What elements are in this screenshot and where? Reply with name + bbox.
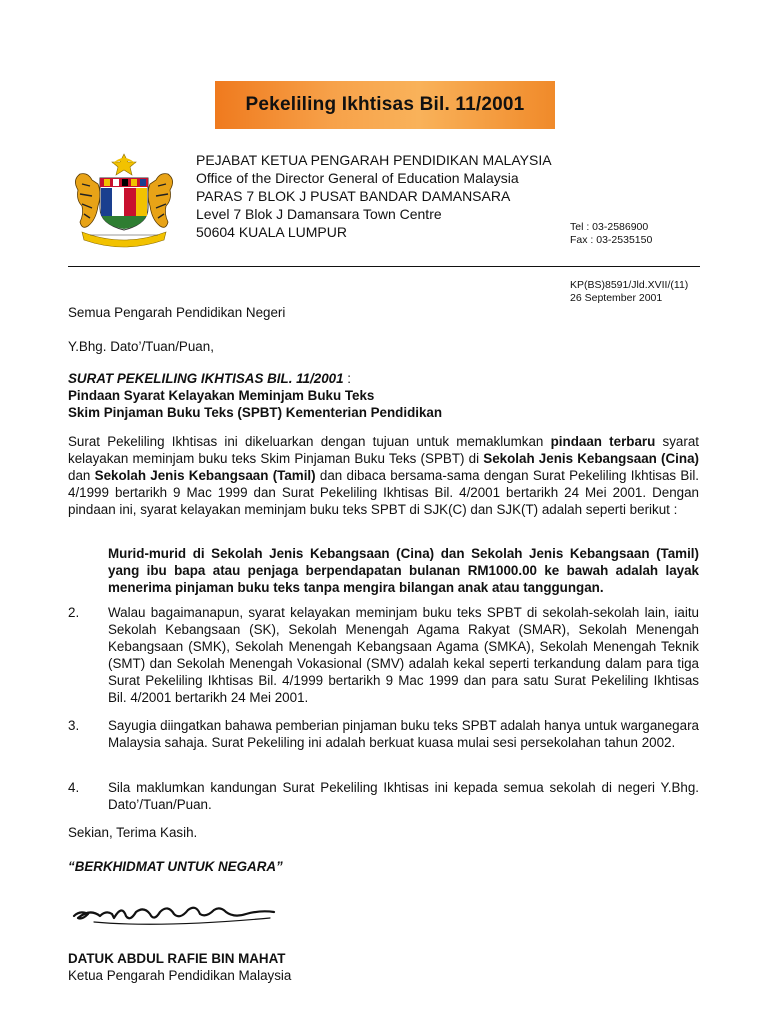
header-divider bbox=[68, 266, 700, 267]
intro-bold: Sekolah Jenis Kebangsaan (Tamil) bbox=[94, 468, 316, 483]
telephone: Tel : 03-2586900 bbox=[570, 221, 649, 233]
numbered-paragraph bbox=[68, 717, 699, 751]
closing: Sekian, Terima Kasih. bbox=[68, 825, 198, 840]
subject-line-3: Skim Pinjaman Buku Teks (SPBT) Kementerian Pendidikan bbox=[68, 405, 443, 420]
subject-line-1 bbox=[68, 370, 699, 387]
signatory-name: DATUK ABDUL RAFIE BIN MAHAT bbox=[68, 951, 286, 966]
eligibility-quote: Murid-murid di Sekolah Jenis Kebangsaan (Cina) dan Sekolah Jenis Kebangsaan (Tamil) yang ibu bapa atau penjaga berpendapatan bulanan RM1000.00 ke bawah adalah layak menerima pinjaman buku teks tanpa mengira bilangan anak atau tanggungan. bbox=[108, 546, 699, 595]
subject-line-2: Pindaan Syarat Kelayakan Meminjam Buku Teks bbox=[68, 388, 375, 403]
paragraph-number: 3. bbox=[68, 718, 80, 733]
address-line: Office of the Director General of Education Malaysia bbox=[196, 170, 519, 186]
paragraph-number: 4. bbox=[68, 780, 80, 795]
salutation: Y.Bhg. Dato’/Tuan/Puan, bbox=[68, 339, 214, 354]
intro-bold: pindaan terbaru bbox=[550, 434, 656, 449]
intro-text: dan dibaca bersama-sama dengan Surat Pekeliling Ikhtisas Bil. 4/1999 bertarikh 9 Mac 1999 dan Surat Pekeliling Ikhtisas Bil. 4/2001 bertarikh 24 Mei 2001. Dengan pindaan ini, syarat kelayakan meminjam buku teks SPBT di SJK(C) dan SJK(T) adalah seperti berikut : bbox=[68, 468, 700, 517]
malaysia-coat-of-arms-icon bbox=[68, 150, 180, 250]
intro-paragraph bbox=[68, 433, 699, 518]
circular-title-banner bbox=[215, 81, 555, 129]
address-line: 50604 KUALA LUMPUR bbox=[196, 224, 347, 240]
contact-numbers bbox=[570, 221, 652, 247]
circular-title: Pekeliling Ikhtisas Bil. 11/2001 bbox=[245, 94, 525, 115]
reference-number: KP(BS)8591/Jld.XVII/(11) bbox=[570, 279, 689, 291]
circular-reference: SURAT PEKELILING IKHTISAS BIL. 11/2001 bbox=[68, 371, 344, 386]
motto: “BERKHIDMAT UNTUK NEGARA” bbox=[68, 859, 283, 874]
paragraph-text: Sayugia diingatkan bahawa pemberian pinjaman buku teks SPBT adalah hanya untuk warganegara Malaysia sahaja. Surat Pekeliling ini adalah berkuat kuasa mulai sesi persekolahan tahun 2002. bbox=[108, 718, 699, 750]
intro-text: syarat kelayakan meminjam buku teks Skim Pinjaman Buku Teks (SPBT) di bbox=[68, 434, 700, 466]
letter-date: 26 September 2001 bbox=[570, 292, 663, 304]
address-line: PARAS 7 BLOK J PUSAT BANDAR DAMANSARA bbox=[196, 188, 511, 204]
signatory-title: Ketua Pengarah Pendidikan Malaysia bbox=[68, 968, 292, 983]
subject-colon: : bbox=[343, 371, 352, 386]
intro-text: Surat Pekeliling Ikhtisas ini dikeluarkan dengan tujuan untuk memaklumkan bbox=[68, 434, 551, 449]
numbered-paragraph bbox=[68, 604, 699, 706]
paragraph-number: 2. bbox=[68, 605, 80, 620]
reference-block bbox=[570, 279, 688, 305]
address-line: Level 7 Blok J Damansara Town Centre bbox=[196, 206, 442, 222]
intro-text: dan bbox=[68, 468, 95, 483]
intro-bold: Sekolah Jenis Kebangsaan (Cina) bbox=[483, 451, 699, 466]
recipient: Semua Pengarah Pendidikan Negeri bbox=[68, 305, 286, 320]
sender-address bbox=[196, 151, 552, 241]
fax: Fax : 03-2535150 bbox=[570, 234, 653, 246]
paragraph-text: Sila maklumkan kandungan Surat Pekeliling Ikhtisas ini kepada semua sekolah di negeri Y.Bhg. Dato’/Tuan/Puan. bbox=[108, 780, 699, 812]
address-line: PEJABAT KETUA PENGARAH PENDIDIKAN MALAYSIA bbox=[196, 152, 552, 168]
signatory-block bbox=[68, 950, 699, 984]
paragraph-text: Walau bagaimanapun, syarat kelayakan meminjam buku teks SPBT di sekolah-sekolah lain, iaitu Sekolah Kebangsaan (SK), Sekolah Menengah Agama Rakyat (SMAR), Sekolah Menengah Kebangsaan (SMK), Sekolah Menengah Kebangsaan Agama (SMKA), Sekolah Menengah Teknik (SMT) dan Sekolah Menengah Vokasional (SMV) adalah kekal seperti terkandung dalam para tiga Surat Pekeliling Ikhtisas Bil. 4/1999 bertarikh 9 Mac 1999 dan para satu Surat Pekeliling Ikhtisas Bil. 4/2001 bertarikh 24 Mei 2001. bbox=[108, 605, 699, 705]
signature-icon bbox=[70, 896, 280, 930]
numbered-paragraph bbox=[68, 779, 699, 813]
subject-block bbox=[68, 370, 699, 421]
